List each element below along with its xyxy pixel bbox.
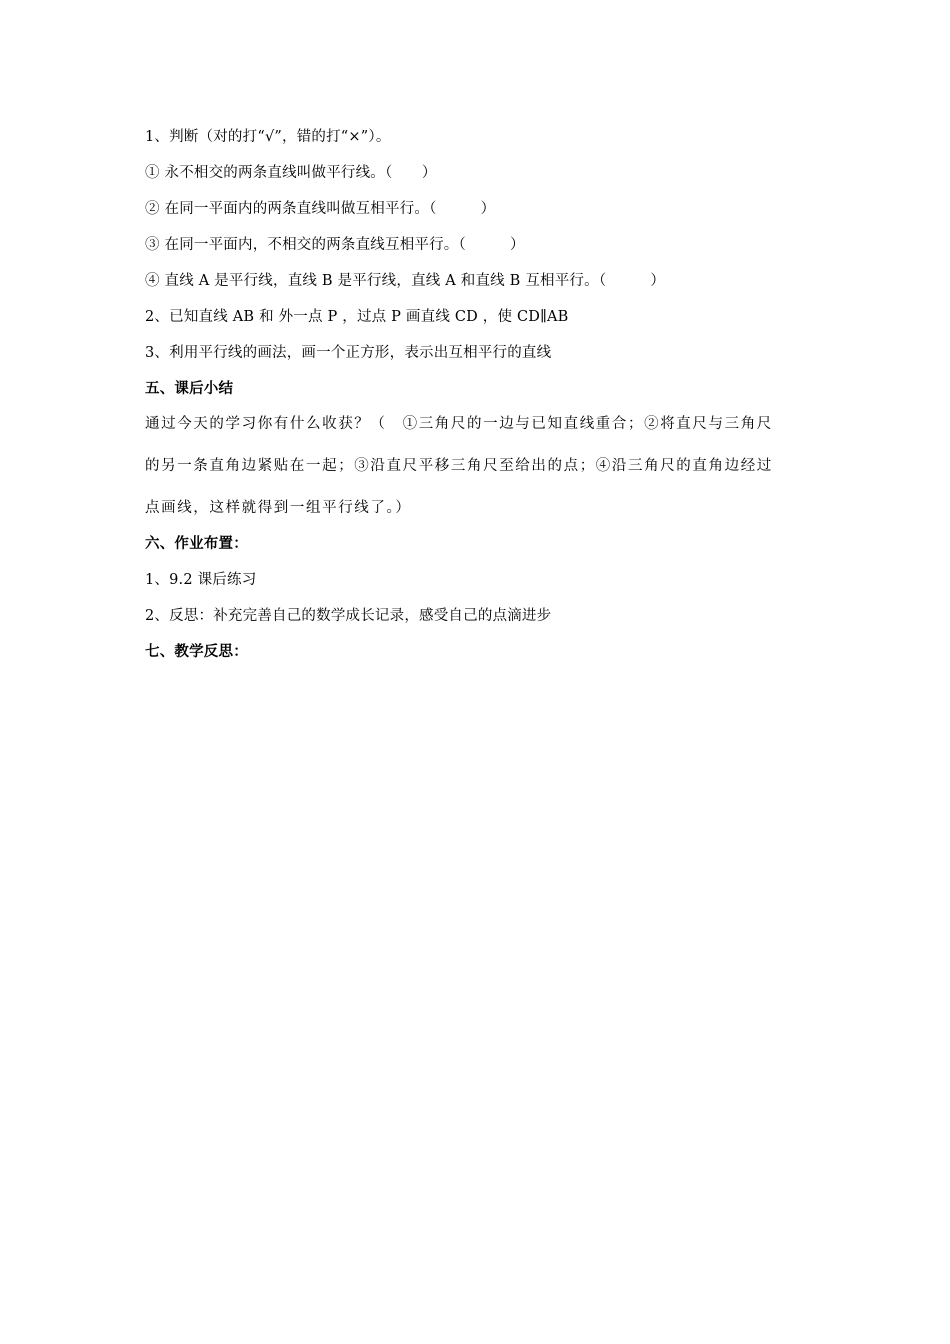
exercise-q3: 3、利用平行线的画法，画一个正方形，表示出互相平行的直线 xyxy=(145,345,552,361)
summary-line-1: 通过今天的学习你有什么收获？（ ①三角尺的一边与已知直线重合；②将直尺与三角尺 xyxy=(145,416,773,432)
exercise-q1-intro: 1、判断（对的打“√”，错的打“×”）。 xyxy=(145,129,391,145)
exercise-q1-item-1: ① 永不相交的两条直线叫做平行线。（ ） xyxy=(145,165,437,181)
homework-item-2: 2、反思：补充完善自己的数学成长记录，感受自己的点滴进步 xyxy=(145,608,552,624)
exercise-q2: 2、已知直线 AB 和 外一点 P ，过点 P 画直线 CD ，使 CD∥AB xyxy=(145,309,569,325)
summary-heading: 五、课后小结 xyxy=(145,381,234,397)
exercise-q1-item-4: ④ 直线 A 是平行线，直线 B 是平行线，直线 A 和直线 B 互相平行。（ ） xyxy=(145,273,666,289)
exercise-q1-item-3: ③ 在同一平面内，不相交的两条直线互相平行。（ ） xyxy=(145,237,525,253)
homework-heading: 六、作业布置： xyxy=(145,536,248,552)
exercise-q1-item-2: ② 在同一平面内的两条直线叫做互相平行。（ ） xyxy=(145,201,496,217)
reflection-heading: 七、教学反思： xyxy=(145,644,248,660)
summary-line-2: 的另一条直角边紧贴在一起；③沿直尺平移三角尺至给出的点；④沿三角尺的直角边经过 xyxy=(145,458,773,474)
summary-line-3: 点画线，这样就得到一组平行线了。） xyxy=(145,500,412,516)
homework-item-1: 1、9.2 课后练习 xyxy=(145,572,257,588)
